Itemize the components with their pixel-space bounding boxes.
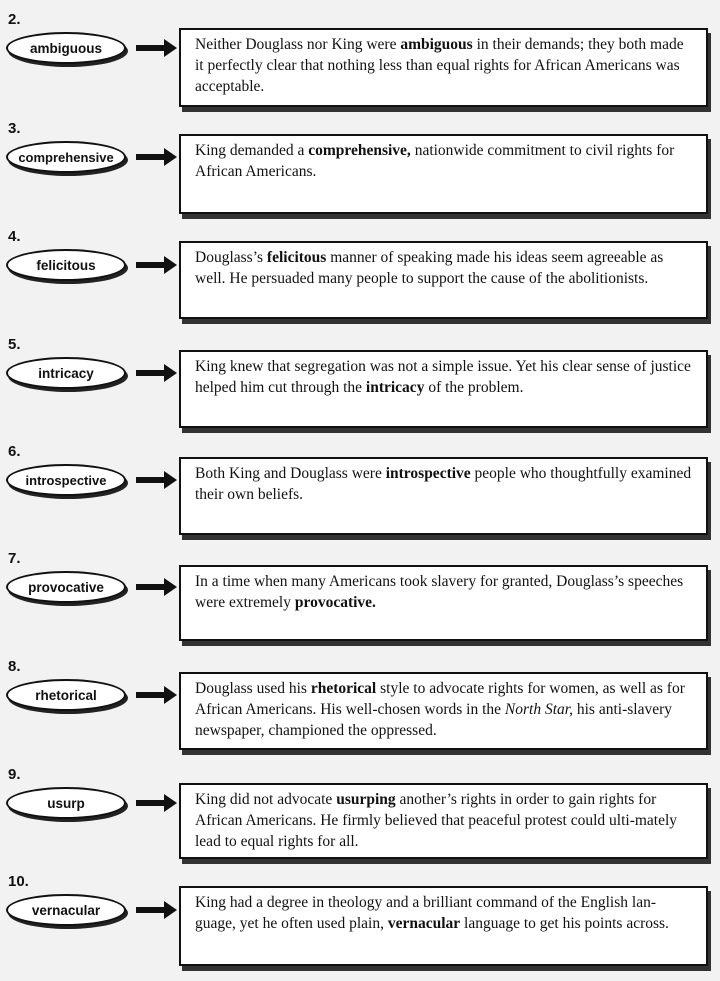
sentence-text: Douglass’s (195, 249, 267, 266)
item-number: 10. (8, 873, 29, 890)
sentence-text: King demanded a (195, 142, 309, 159)
term-oval: felicitous (6, 249, 126, 281)
arrow-right-icon (136, 685, 178, 705)
arrow-right-icon (136, 255, 178, 275)
item-number: 4. (8, 228, 21, 245)
sentence-box (179, 241, 708, 319)
sentence-box (179, 783, 708, 859)
item-number: 8. (8, 658, 21, 675)
vocab-word: introspective (385, 465, 471, 482)
sentence-text: King did not advocate (195, 791, 337, 808)
sentence-text: language to get his points across. (460, 915, 669, 932)
sentence-box (179, 565, 708, 641)
sentence-box (179, 886, 708, 966)
sentence-box (179, 457, 708, 535)
sentence-text: In a time when many Americans took slavery for granted, Douglass’s speeches were extremely (195, 573, 684, 611)
vocab-word: felicitous (266, 249, 327, 266)
sentence-text: style to advocate rights for women, as well as for African Americans. His well-chosen words in the (195, 680, 685, 718)
arrow-right-icon (136, 900, 178, 920)
item-number: 5. (8, 336, 21, 353)
item-number: 3. (8, 120, 21, 137)
term-oval: vernacular (6, 894, 126, 926)
sentence-text: his anti-slavery newspaper, championed the oppressed. (195, 701, 672, 739)
sentence-box (179, 672, 708, 750)
vocab-word: rhetorical (310, 680, 377, 697)
term-oval: comprehensive (6, 141, 126, 173)
arrow-right-icon (136, 793, 178, 813)
sentence-box (179, 28, 708, 107)
item-number: 7. (8, 550, 21, 567)
term-oval: provocative (6, 571, 126, 603)
term-oval: intricacy (6, 357, 126, 389)
sentence-text: in their demands; they both made it perfectly clear that nothing less than equal rights for African Americans was acceptable. (195, 36, 684, 95)
vocab-word: intricacy (365, 379, 425, 396)
item-number: 2. (8, 11, 21, 28)
term-oval: usurp (6, 787, 126, 819)
vocab-word: ambiguous (400, 36, 473, 53)
arrow-right-icon (136, 38, 178, 58)
vocab-word: vernacular (387, 915, 461, 932)
item-number: 9. (8, 766, 21, 783)
sentence-text: Douglass used his (195, 680, 311, 697)
sentence-box (179, 350, 708, 428)
arrow-right-icon (136, 363, 178, 383)
sentence-text: another’s rights in order to gain rights for African Americans. He firmly believed that peaceful protest could ulti-mately lead to equal rights for all. (195, 791, 678, 850)
sentence-text: Neither Douglass nor King were (195, 36, 401, 53)
term-oval: introspective (6, 464, 126, 496)
sentence-text: of the problem. (424, 379, 524, 396)
sentence-text: nationwide commitment to civil rights for African Americans. (195, 142, 675, 180)
term-oval: rhetorical (6, 679, 126, 711)
vocab-word: usurping (336, 791, 396, 808)
sentence-text: King knew that segregation was not a simple issue. Yet his clear sense of justice helped him cut through the (195, 358, 691, 396)
sentence-box (179, 134, 708, 214)
sentence-text: people who thoughtfully examined their own beliefs. (195, 465, 692, 503)
vocab-word: provocative. (294, 594, 376, 611)
arrow-right-icon (136, 470, 178, 490)
sentence-text: manner of speaking made his ideas seem agreeable as well. He persuaded many people to support the cause of the abolitionists. (195, 249, 664, 287)
arrow-right-icon (136, 147, 178, 167)
arrow-right-icon (136, 577, 178, 597)
term-oval: ambiguous (6, 32, 126, 64)
sentence-text: Both King and Douglass were (195, 465, 386, 482)
newspaper-title: North Star, (504, 701, 573, 718)
vocab-word: comprehensive, (308, 142, 411, 159)
sentence-text: King had a degree in theology and a brilliant command of the English lan-guage, yet he often used plain, (195, 894, 656, 932)
item-number: 6. (8, 443, 21, 460)
